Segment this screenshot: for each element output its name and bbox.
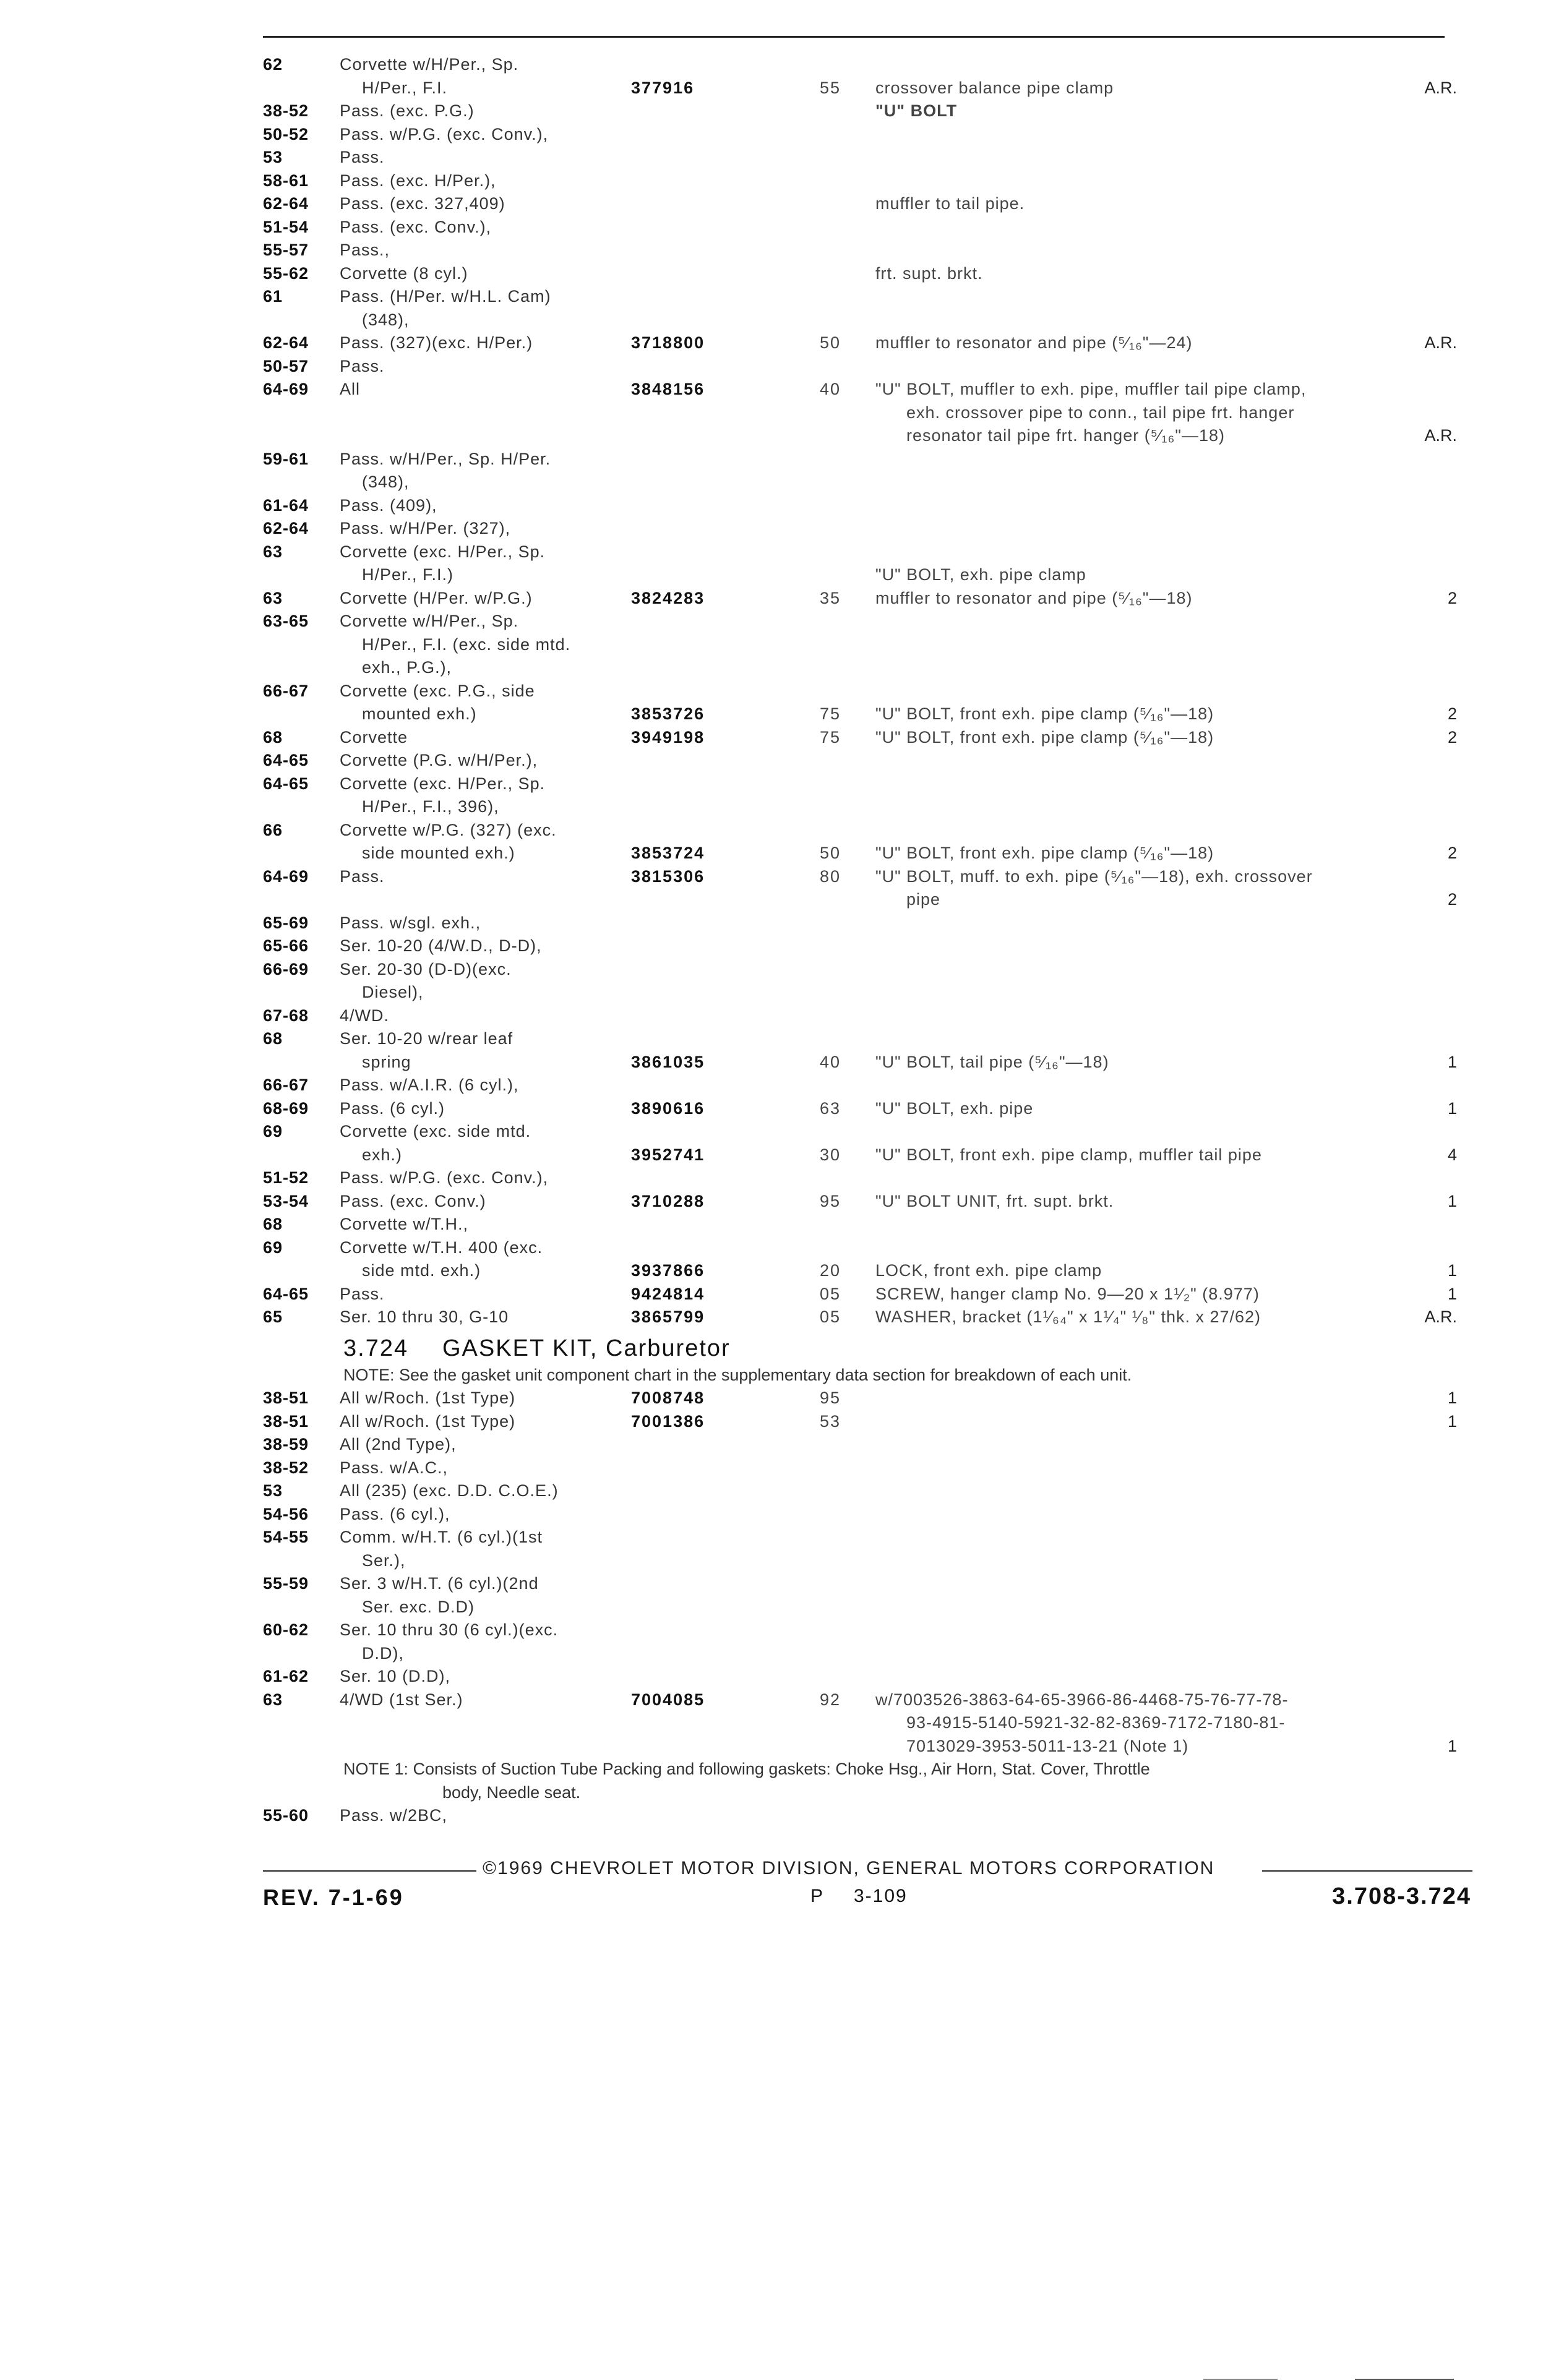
- table-row: [263, 935, 1476, 958]
- table-row: [263, 1619, 1476, 1642]
- model-description: Ser. 10 (D.D),: [340, 1667, 451, 1685]
- model-description: side mtd. exh.): [362, 1261, 481, 1280]
- part-description: "U" BOLT, muff. to exh. pipe (⁵⁄₁₆"—18), exh. crossover: [875, 867, 1313, 886]
- table-row: [263, 1051, 1476, 1074]
- group-code: 92: [820, 1690, 841, 1709]
- table-row: [263, 1735, 1476, 1758]
- group-code: 50: [820, 333, 841, 352]
- part-description: LOCK, front exh. pipe clamp: [875, 1261, 1102, 1280]
- part-number: 3861035: [631, 1052, 705, 1071]
- part-description: SCREW, hanger clamp No. 9—20 x 1¹⁄₂" (8.977): [875, 1284, 1260, 1303]
- model-description: Pass. (exc. P.G.): [340, 101, 475, 120]
- model-description: Corvette w/H/Per., Sp.: [340, 55, 519, 74]
- model-description: 4/WD.: [340, 1006, 390, 1025]
- table-row: [263, 1711, 1476, 1735]
- part-description: 7013029-3953-5011-13-21 (Note 1): [906, 1736, 1189, 1755]
- table-row: [263, 1572, 1476, 1596]
- part-description: exh. crossover pipe to conn., tail pipe frt. hanger: [906, 403, 1295, 422]
- table-row: [263, 726, 1476, 750]
- model-description: H/Per., F.I.): [362, 565, 454, 584]
- part-description: crossover balance pipe clamp: [875, 78, 1114, 97]
- model-description: Pass. w/H/Per. (327),: [340, 519, 511, 537]
- part-description: WASHER, bracket (1¹⁄₆₄" x 1¹⁄₄" ¹⁄₈" thk. x 27/62): [875, 1308, 1261, 1326]
- model-years: 61-62: [263, 1667, 309, 1685]
- model-years: 55-60: [263, 1806, 309, 1825]
- model-description: exh.): [362, 1145, 403, 1164]
- model-description: D.D),: [362, 1643, 404, 1663]
- group-code: 75: [820, 727, 841, 747]
- table-row: [263, 424, 1476, 448]
- model-years: 64-65: [263, 751, 309, 769]
- table-row: [263, 888, 1476, 912]
- model-description: Ser.),: [362, 1551, 406, 1570]
- model-description: Pass. (327)(exc. H/Per.): [340, 333, 533, 352]
- model-years: 51-54: [263, 217, 309, 236]
- model-years: 64-65: [263, 1284, 309, 1303]
- quantity: A.R.: [1424, 1308, 1457, 1326]
- table-row: [263, 1097, 1476, 1121]
- model-description: All w/Roch. (1st Type): [340, 1389, 516, 1407]
- table-row: [263, 1213, 1476, 1236]
- page-code: P: [810, 1886, 825, 1906]
- model-description: Ser. 10-20 w/rear leaf: [340, 1029, 513, 1048]
- model-description: Pass. (exc. Conv.): [340, 1191, 486, 1210]
- group-code: 95: [820, 1191, 841, 1210]
- table-row: [263, 146, 1476, 169]
- model-description: Pass. (6 cyl.),: [340, 1504, 450, 1523]
- table-row: [263, 401, 1476, 425]
- table-row: [263, 865, 1476, 889]
- model-years: 55-62: [263, 263, 309, 283]
- table-row: [263, 1074, 1476, 1097]
- group-code: 75: [820, 704, 841, 723]
- part-description: "U" BOLT UNIT, frt. supt. brkt.: [875, 1191, 1114, 1210]
- part-description: "U" BOLT, exh. pipe clamp: [875, 565, 1086, 584]
- table-row: [263, 773, 1476, 796]
- model-description: All (2nd Type),: [340, 1435, 457, 1453]
- model-description: Corvette (exc. P.G., side: [340, 681, 535, 700]
- revision-date: REV. 7-1-69: [263, 1885, 404, 1910]
- section-title: GASKET KIT, Carburetor: [442, 1335, 731, 1361]
- group-code: 05: [820, 1284, 841, 1303]
- model-years: 63-65: [263, 612, 309, 630]
- table-row: [263, 633, 1476, 657]
- part-number: 3890616: [631, 1098, 705, 1118]
- model-description: (348),: [362, 473, 410, 491]
- note1: [263, 1758, 1476, 1781]
- model-years: 38-51: [263, 1389, 309, 1407]
- model-years: 66-67: [263, 681, 309, 700]
- model-years: 69: [263, 1238, 283, 1257]
- quantity: A.R.: [1424, 333, 1457, 352]
- quantity: 2: [1447, 588, 1457, 607]
- table-row: [263, 563, 1476, 587]
- quantity: A.R.: [1424, 426, 1457, 445]
- quantity: 2: [1447, 704, 1457, 723]
- model-description: H/Per., F.I., 396),: [362, 797, 499, 816]
- table-row: [263, 192, 1476, 216]
- part-description: muffler to resonator and pipe (⁵⁄₁₆"—18): [875, 588, 1193, 607]
- table-row: [263, 656, 1476, 680]
- model-description: Corvette w/T.H. 400 (exc.: [340, 1238, 543, 1257]
- table-row: [263, 1306, 1476, 1329]
- table-row: [263, 471, 1476, 494]
- model-description: 4/WD (1st Ser.): [340, 1690, 463, 1709]
- model-description: Pass. (6 cyl.): [340, 1098, 445, 1118]
- part-number: 3710288: [631, 1191, 705, 1210]
- part-description: 93-4915-5140-5921-32-82-8369-7172-7180-81-: [906, 1713, 1286, 1732]
- model-years: 53: [263, 148, 283, 166]
- section-range: 3.708-3.724: [1332, 1883, 1471, 1909]
- model-years: 62-64: [263, 333, 309, 352]
- part-number: 3824283: [631, 588, 705, 607]
- footer-rule-right: [1262, 1870, 1472, 1872]
- model-years: 68: [263, 1215, 283, 1233]
- model-description: Pass. w/sgl. exh.,: [340, 913, 481, 932]
- quantity: 2: [1447, 890, 1457, 909]
- table-row: [263, 517, 1476, 541]
- part-description: "U" BOLT, front exh. pipe clamp (⁵⁄₁₆"—18): [875, 844, 1214, 862]
- table-row: [263, 378, 1476, 401]
- model-description: Pass. (exc. H/Per.),: [340, 171, 496, 190]
- section-number: 3.724: [343, 1335, 409, 1361]
- model-description: Corvette: [340, 727, 408, 747]
- group-code: 80: [820, 867, 841, 886]
- model-description: Corvette w/H/Per., Sp.: [340, 612, 519, 630]
- model-description: Corvette (8 cyl.): [340, 263, 468, 283]
- model-description: Pass. w/P.G. (exc. Conv.),: [340, 124, 549, 143]
- part-number: 3952741: [631, 1145, 705, 1164]
- table-row: [263, 262, 1476, 286]
- table-row: [263, 1526, 1476, 1549]
- part-description: "U" BOLT, front exh. pipe clamp (⁵⁄₁₆"—18): [875, 727, 1214, 747]
- model-description: Ser. 20-30 (D-D)(exc.: [340, 959, 512, 978]
- model-description: Pass. (409),: [340, 495, 437, 515]
- model-years: 65-66: [263, 936, 309, 955]
- model-years: 67-68: [263, 1006, 309, 1025]
- model-years: 38-51: [263, 1411, 309, 1431]
- section-heading: [263, 1333, 1476, 1364]
- model-description: Pass. w/A.I.R. (6 cyl.),: [340, 1076, 519, 1094]
- note1-line1: NOTE 1: Consists of Suction Tube Packing and following gaskets: Choke Hsg., Air Horn, Stat. Cover, Throttle: [343, 1760, 1150, 1778]
- model-description: (348),: [362, 310, 410, 329]
- top-rule: [263, 36, 1445, 38]
- quantity: A.R.: [1424, 78, 1457, 97]
- quantity: 1: [1447, 1098, 1457, 1118]
- part-number: 3848156: [631, 380, 705, 398]
- group-code: 40: [820, 1052, 841, 1071]
- model-description: H/Per., F.I. (exc. side mtd.: [362, 635, 571, 654]
- model-description: spring: [362, 1052, 411, 1071]
- model-description: Pass. w/H/Per., Sp. H/Per.: [340, 449, 551, 468]
- table-row: [263, 958, 1476, 982]
- table-row: [263, 1387, 1476, 1410]
- model-description: H/Per., F.I.: [362, 78, 448, 97]
- model-years: 69: [263, 1122, 283, 1141]
- note1-continuation: [263, 1781, 1476, 1805]
- group-code: 53: [820, 1411, 841, 1431]
- table-row: [263, 448, 1476, 471]
- table-row: [263, 1166, 1476, 1190]
- model-description: Corvette (exc. H/Per., Sp.: [340, 542, 546, 561]
- model-description: Pass.: [340, 148, 385, 166]
- page-number: 3-109: [854, 1886, 908, 1906]
- table-row: [263, 749, 1476, 773]
- model-years: 50-52: [263, 124, 309, 143]
- model-years: 65: [263, 1308, 283, 1326]
- model-years: 62-64: [263, 519, 309, 537]
- table-row: [263, 285, 1476, 309]
- quantity: 4: [1447, 1145, 1457, 1164]
- model-years: 55-57: [263, 241, 309, 259]
- quantity: 2: [1447, 727, 1457, 747]
- table-row: [263, 1120, 1476, 1144]
- model-years: 63: [263, 588, 283, 607]
- table-row: [263, 1642, 1476, 1666]
- table-row: [263, 239, 1476, 262]
- model-years: 38-59: [263, 1435, 309, 1453]
- table-row: [263, 795, 1476, 819]
- table-row: [263, 216, 1476, 239]
- model-years: 68-69: [263, 1098, 309, 1118]
- group-code: 20: [820, 1261, 841, 1280]
- part-number: 3853726: [631, 704, 705, 723]
- table-row: [263, 1236, 1476, 1260]
- model-years: 61-64: [263, 495, 309, 515]
- model-years: 63: [263, 1690, 283, 1709]
- quantity: 1: [1447, 1411, 1457, 1431]
- model-years: 38-52: [263, 101, 309, 120]
- model-description: exh., P.G.),: [362, 658, 452, 677]
- bolt-rows: [263, 53, 1476, 1329]
- table-row: [263, 610, 1476, 633]
- table-row: [263, 842, 1476, 865]
- gasket-rows: [263, 1387, 1476, 1758]
- section-note: [263, 1364, 1476, 1387]
- model-description: Ser. exc. D.D): [362, 1597, 475, 1616]
- part-description: muffler to tail pipe.: [875, 194, 1025, 213]
- model-years: 66-69: [263, 959, 309, 978]
- table-row: [263, 1190, 1476, 1214]
- model-description: All (235) (exc. D.D. C.O.E.): [340, 1481, 559, 1500]
- group-code: 30: [820, 1145, 841, 1164]
- quantity: 1: [1447, 1284, 1457, 1303]
- table-row: [263, 1433, 1476, 1457]
- part-number: 9424814: [631, 1284, 705, 1303]
- part-description: frt. supt. brkt.: [875, 263, 983, 283]
- model-years: 68: [263, 727, 283, 747]
- part-number: 7001386: [631, 1411, 705, 1431]
- model-years: 64-69: [263, 867, 309, 886]
- table-row: [263, 355, 1476, 379]
- model-description: Corvette (exc. side mtd.: [340, 1122, 531, 1141]
- model-description: Pass.: [340, 867, 385, 886]
- part-description: resonator tail pipe frt. hanger (⁵⁄₁₆"—18): [906, 426, 1226, 445]
- part-number: 3815306: [631, 867, 705, 886]
- model-description: All w/Roch. (1st Type): [340, 1411, 516, 1431]
- note1-line2: body, Needle seat.: [442, 1783, 581, 1802]
- model-years: 66: [263, 820, 283, 839]
- table-row: [263, 309, 1476, 332]
- parts-list: [263, 53, 1476, 1828]
- table-row: [263, 1596, 1476, 1619]
- part-description: pipe: [906, 890, 941, 909]
- part-number: 3865799: [631, 1308, 705, 1326]
- model-years: 55-59: [263, 1574, 309, 1593]
- table-row: [263, 1283, 1476, 1306]
- table-row: [263, 981, 1476, 1004]
- table-row: [263, 541, 1476, 564]
- model-description: Pass.: [340, 356, 385, 375]
- table-row: [263, 77, 1476, 100]
- model-description: Pass.,: [340, 241, 390, 259]
- table-row: [263, 169, 1476, 193]
- part-number: 3853724: [631, 844, 705, 862]
- quantity: 1: [1447, 1736, 1457, 1755]
- model-description: Pass. w/A.C.,: [340, 1458, 449, 1477]
- model-description: Corvette w/P.G. (327) (exc.: [340, 820, 557, 839]
- table-row: [263, 819, 1476, 842]
- quantity: 1: [1447, 1052, 1457, 1071]
- quantity: 1: [1447, 1191, 1457, 1210]
- model-years: 51-52: [263, 1168, 309, 1187]
- model-description: Pass. (exc. 327,409): [340, 194, 505, 213]
- model-description: Pass.: [340, 1284, 385, 1303]
- model-years: 61: [263, 287, 283, 306]
- model-description: Pass. w/P.G. (exc. Conv.),: [340, 1168, 549, 1187]
- section-note-text: NOTE: See the gasket unit component chart in the supplementary data section for breakdown of each unit.: [343, 1365, 1132, 1384]
- group-code: 55: [820, 78, 841, 97]
- table-row: [263, 587, 1476, 610]
- model-description: Pass. w/2BC,: [340, 1806, 448, 1825]
- table-row: [263, 1457, 1476, 1480]
- table-row: [263, 1549, 1476, 1573]
- table-row: [263, 53, 1476, 77]
- model-description: Ser. 10 thru 30 (6 cyl.)(exc.: [340, 1620, 559, 1639]
- table-row: [263, 1479, 1476, 1503]
- model-years: 38-52: [263, 1458, 309, 1477]
- table-row: [263, 1144, 1476, 1167]
- group-code: 35: [820, 588, 841, 607]
- table-row: [263, 123, 1476, 147]
- table-row: [263, 1004, 1476, 1028]
- group-code: 95: [820, 1389, 841, 1407]
- part-description: w/7003526-3863-64-65-3966-86-4468-75-76-77-78-: [875, 1690, 1289, 1709]
- part-description: "U" BOLT, tail pipe (⁵⁄₁₆"—18): [875, 1052, 1109, 1071]
- part-description: "U" BOLT, front exh. pipe clamp, muffler tail pipe: [875, 1145, 1262, 1164]
- copyright-line: [263, 1858, 1472, 1883]
- table-row: [263, 912, 1476, 935]
- model-years: 59-61: [263, 449, 309, 468]
- model-description: Corvette w/T.H.,: [340, 1215, 469, 1233]
- part-description: "U" BOLT, front exh. pipe clamp (⁵⁄₁₆"—18): [875, 704, 1214, 723]
- model-description: Ser. 3 w/H.T. (6 cyl.)(2nd: [340, 1574, 539, 1593]
- part-number: 7004085: [631, 1690, 705, 1709]
- model-description: Ser. 10-20 (4/W.D., D-D),: [340, 936, 542, 955]
- model-description: mounted exh.): [362, 704, 477, 723]
- part-number: 3949198: [631, 727, 705, 747]
- part-number: 7008748: [631, 1389, 705, 1407]
- model-description: All: [340, 380, 361, 398]
- part-number: 3937866: [631, 1261, 705, 1280]
- model-description: Corvette (H/Per. w/P.G.): [340, 588, 533, 607]
- part-description: "U" BOLT, exh. pipe: [875, 1098, 1034, 1118]
- model-description: side mounted exh.): [362, 844, 515, 862]
- model-years: 64-65: [263, 774, 309, 793]
- quantity: 2: [1447, 844, 1457, 862]
- model-description: Pass. (H/Per. w/H.L. Cam): [340, 287, 551, 306]
- model-years: 53: [263, 1481, 283, 1500]
- model-years: 53-54: [263, 1191, 309, 1210]
- group-code: 40: [820, 380, 841, 398]
- table-row: [263, 680, 1476, 703]
- model-years: 62: [263, 55, 283, 74]
- quantity: 1: [1447, 1389, 1457, 1407]
- copyright-text: ©1969 CHEVROLET MOTOR DIVISION, GENERAL MOTORS CORPORATION: [483, 1858, 1215, 1878]
- table-row: [263, 1027, 1476, 1051]
- model-years: 65-69: [263, 913, 309, 932]
- table-row: [263, 1804, 1476, 1828]
- part-number: 377916: [631, 78, 695, 97]
- quantity: 1: [1447, 1261, 1457, 1280]
- model-years: 54-55: [263, 1528, 309, 1546]
- model-years: 62-64: [263, 194, 309, 213]
- table-row: [263, 332, 1476, 355]
- group-code: 05: [820, 1308, 841, 1326]
- table-row: [263, 1259, 1476, 1283]
- model-years: 58-61: [263, 171, 309, 190]
- model-years: 60-62: [263, 1620, 309, 1639]
- table-row: [263, 494, 1476, 518]
- model-years: 66-67: [263, 1076, 309, 1094]
- model-description: Diesel),: [362, 983, 424, 1001]
- part-number: 3718800: [631, 333, 705, 352]
- table-row: [263, 703, 1476, 726]
- model-years: 68: [263, 1029, 283, 1048]
- table-row: [263, 1503, 1476, 1526]
- group-code: 63: [820, 1098, 841, 1118]
- table-row: [263, 1410, 1476, 1434]
- part-description: "U" BOLT, muffler to exh. pipe, muffler tail pipe clamp,: [875, 380, 1307, 398]
- part-description: "U" BOLT: [875, 101, 958, 120]
- model-description: Ser. 10 thru 30, G-10: [340, 1308, 509, 1326]
- model-years: 54-56: [263, 1504, 309, 1523]
- group-code: 50: [820, 844, 841, 862]
- table-row: [263, 1689, 1476, 1712]
- model-years: 64-69: [263, 380, 309, 398]
- model-years: 63: [263, 542, 283, 561]
- model-description: Pass. (exc. Conv.),: [340, 217, 492, 236]
- table-row: [263, 1665, 1476, 1689]
- model-description: Comm. w/H.T. (6 cyl.)(1st: [340, 1528, 543, 1546]
- footer-rule-left: [263, 1870, 476, 1872]
- model-years: 50-57: [263, 356, 309, 375]
- table-row: [263, 100, 1476, 123]
- model-description: Corvette (exc. H/Per., Sp.: [340, 774, 546, 793]
- model-description: Corvette (P.G. w/H/Per.),: [340, 751, 538, 769]
- part-description: muffler to resonator and pipe (⁵⁄₁₆"—24): [875, 333, 1193, 352]
